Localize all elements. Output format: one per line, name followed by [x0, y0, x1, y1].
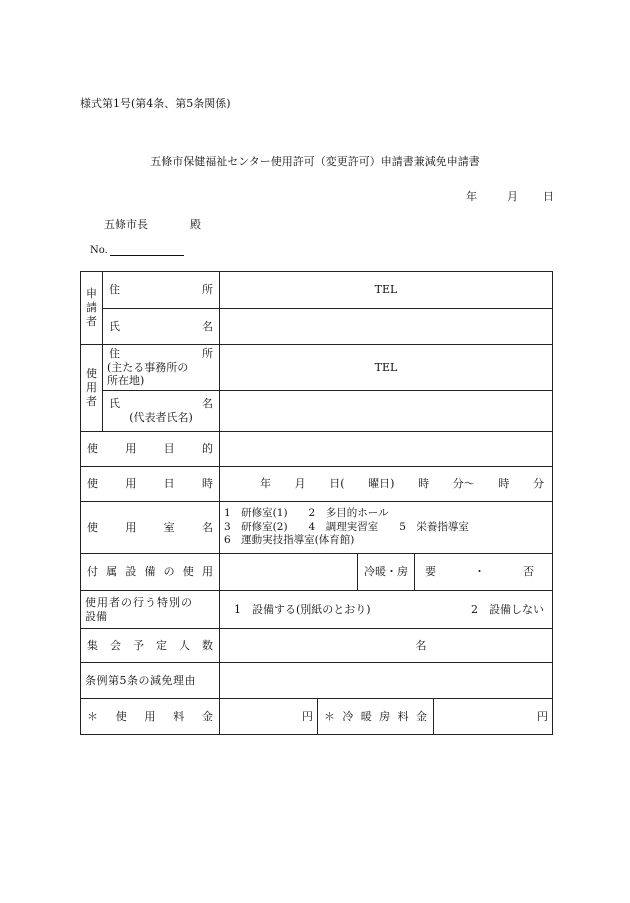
rooms-label: 使 用 室 名: [81, 502, 220, 554]
number-label: No.: [90, 245, 108, 256]
usage-fee-label: ＊ 使 用 料 金: [81, 699, 220, 735]
applicant-tel-label: TEL: [374, 283, 398, 297]
date-line: [466, 188, 554, 204]
applicant-name-row: [81, 309, 553, 345]
purpose-field[interactable]: [220, 432, 553, 467]
equipment-label: 付 属 設 備 の 使 用: [81, 554, 220, 591]
rooms-line-1: 1 研修室(1) 2 多目的ホール: [224, 507, 389, 520]
rooms-row: [81, 502, 553, 554]
reduction-row: [81, 663, 553, 699]
hvac-fee-label: ＊ 冷 暖 房 料 金: [318, 699, 434, 735]
purpose-label: 使 用 目 的: [81, 432, 220, 467]
addressee: [104, 216, 201, 232]
applicant-address-label: 住 所: [103, 272, 220, 309]
usage-fee-unit: 円: [302, 709, 313, 723]
purpose-row: [81, 432, 553, 467]
reduction-field[interactable]: [220, 663, 553, 699]
applicant-name-label: 氏 名: [103, 309, 220, 345]
special-option-2[interactable]: 2 設備しない: [471, 602, 545, 616]
applicant-group-label: 申 請 者: [81, 272, 103, 345]
attendance-row: [81, 629, 553, 663]
attendance-unit: 名: [415, 638, 427, 652]
date-month: 月: [507, 190, 518, 203]
user-name-label: 氏 名 (代表者氏名): [103, 391, 220, 432]
datetime-label: 使 用 日 時: [81, 467, 220, 502]
addressee-name: 五條市長: [104, 218, 148, 231]
applicant-address-field[interactable]: [220, 272, 553, 309]
hvac-fee-field[interactable]: [434, 699, 553, 735]
rooms-line-2: 3 研修室(2) 4 調理実習室 5 栄養指導室: [224, 520, 469, 533]
hvac-label: 冷暖・房: [358, 554, 415, 591]
reduction-label: 条例第5条の減免理由: [81, 663, 220, 699]
hvac-fee-unit: 円: [537, 709, 549, 723]
special-option-1[interactable]: 1 設備する(別紙のとおり): [234, 602, 371, 616]
special-equipment-options[interactable]: [220, 591, 553, 629]
application-table: [80, 271, 553, 735]
special-equipment-row: [81, 591, 553, 629]
user-address-field[interactable]: [220, 345, 553, 391]
equipment-field[interactable]: [220, 554, 358, 591]
attendance-field[interactable]: [220, 629, 553, 663]
date-year: 年: [466, 190, 477, 203]
number-field: [90, 244, 184, 256]
applicant-address-row: [81, 272, 553, 309]
date-day: 日: [543, 190, 554, 203]
special-equipment-label: 使用者の行う特別の 設備: [81, 591, 220, 629]
user-address-label: 住 所 (主たる事務所の 所在地): [103, 345, 220, 391]
addressee-honorific: 殿: [190, 218, 201, 231]
hvac-choice[interactable]: [415, 554, 553, 591]
usage-fee-field[interactable]: [220, 699, 318, 735]
user-tel-label: TEL: [374, 360, 398, 374]
page-title: 五條市保健福祉センター使用許可（変更許可）申請書兼減免申請書: [150, 155, 480, 168]
equipment-row: [81, 554, 553, 591]
hvac-no[interactable]: 否: [523, 565, 535, 579]
rooms-line-3: 6 運動実技指導室(体育館): [224, 534, 355, 547]
attendance-label: 集 会 予 定 人 数: [81, 629, 220, 663]
datetime-field[interactable]: 年 月 日( 曜日) 時 分〜 時 分: [220, 467, 553, 502]
hvac-yes[interactable]: 要: [425, 565, 436, 579]
number-underline[interactable]: [110, 244, 184, 256]
user-name-row: [81, 391, 553, 432]
hvac-separator: ・: [474, 565, 486, 579]
rooms-options[interactable]: [220, 502, 553, 554]
form-label: 様式第1号(第4条、第5条関係): [80, 97, 231, 110]
user-name-field[interactable]: [220, 391, 553, 432]
user-address-row: [81, 345, 553, 391]
applicant-name-field[interactable]: [220, 309, 553, 345]
fees-row: [81, 699, 553, 735]
user-group-label: 使 用 者: [81, 345, 103, 432]
datetime-row: [81, 467, 553, 502]
